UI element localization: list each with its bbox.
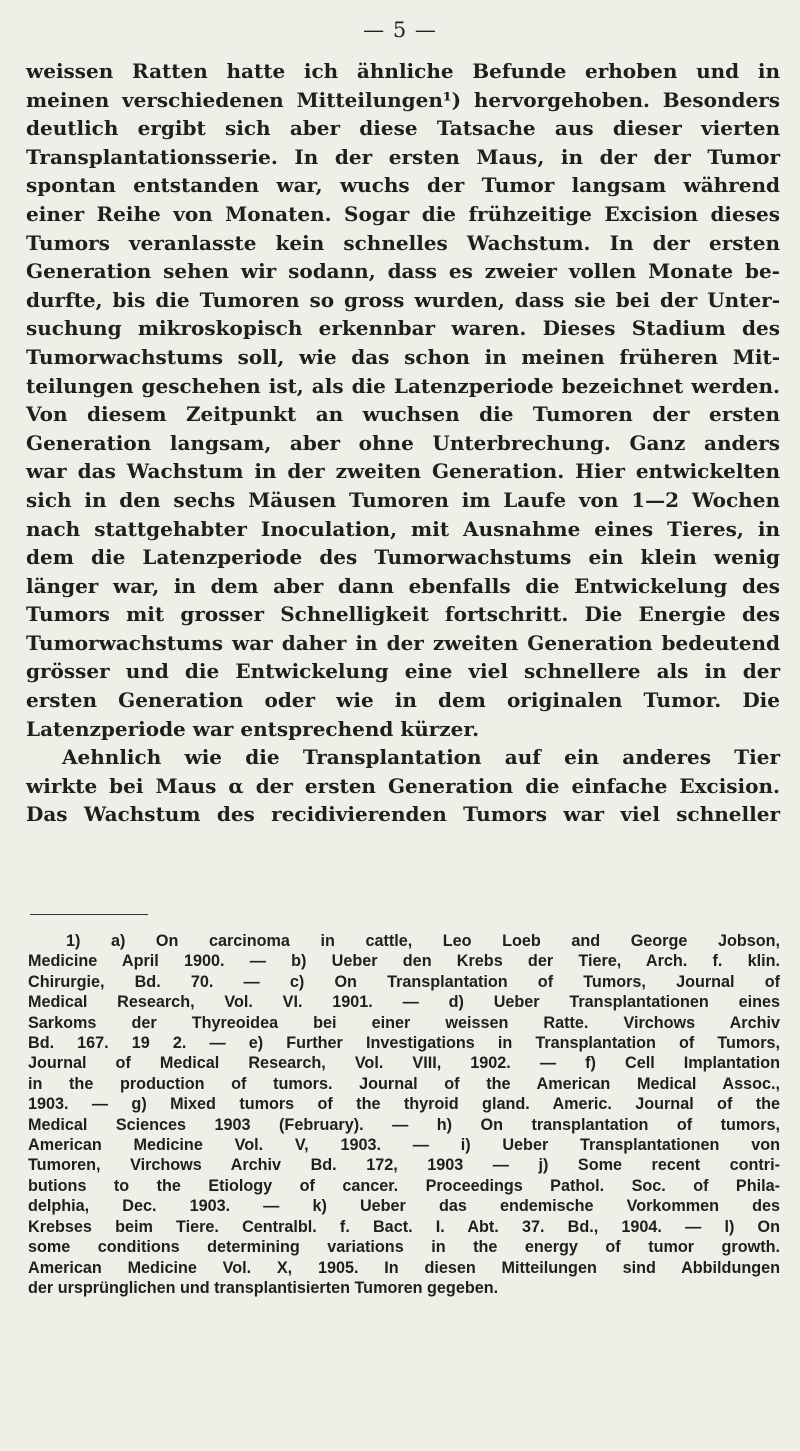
footnote-line: Chirurgie, Bd. 70. — c) On Transplantation of Tumors, Journal of bbox=[28, 972, 780, 991]
body-line: Tumors veranlasste kein schnelles Wachstum. In der ersten bbox=[26, 230, 780, 255]
body-line: Von diesem Zeitpunkt an wuchsen die Tumoren der ersten bbox=[26, 402, 780, 427]
body-line: Tumorwachstums war daher in der zweiten Generation bedeutend bbox=[26, 630, 780, 655]
body-line: Latenzperiode war entsprechend kürzer. bbox=[26, 716, 480, 741]
footnote-line: Krebses beim Tiere. Centralbl. f. Bact. I. Abt. 37. Bd., 1904. — l) On bbox=[28, 1217, 780, 1236]
body-line: meinen verschiedenen Mitteilungen¹) hervorgehoben. Besonders bbox=[26, 87, 780, 112]
body-line: wirkte bei Maus α der ersten Generation die einfache Excision. bbox=[26, 773, 780, 798]
body-line: länger war, in dem aber dann ebenfalls die Entwickelung des bbox=[26, 573, 780, 598]
body-line: Aehnlich wie die Transplantation auf ein anderes Tier bbox=[62, 745, 780, 770]
body-line: Tumors mit grosser Schnelligkeit fortschritt. Die Energie des bbox=[26, 602, 780, 627]
footnote-divider bbox=[30, 914, 148, 915]
body-line: einer Reihe von Monaten. Sogar die frühzeitige Excision dieses bbox=[26, 201, 780, 226]
footnote-line: butions to the Etiology of cancer. Proceedings Pathol. Soc. of Phila- bbox=[28, 1176, 780, 1195]
footnote-line: Journal of Medical Research, Vol. VIII, 1902. — f) Cell Implantation bbox=[28, 1054, 780, 1073]
footnote-line: Medical Sciences 1903 (February). — h) On transplantation of tumors, bbox=[28, 1115, 780, 1134]
body-line: durfte, bis die Tumoren so gross wurden, dass sie bei der Unter- bbox=[26, 287, 780, 312]
footnote-line: delphia, Dec. 1903. — k) Ueber das endemische Vorkommen des bbox=[28, 1197, 780, 1216]
footnote-line: Medical Research, Vol. VI. 1901. — d) Ueber Transplantationen eines bbox=[28, 993, 780, 1012]
body-line: weissen Ratten hatte ich ähnliche Befunde erhoben und in bbox=[26, 59, 780, 83]
page-number: — 5 — bbox=[363, 18, 437, 42]
body-line: nach stattgehabter Inoculation, mit Ausnahme eines Tieres, in bbox=[26, 516, 780, 541]
body-line: Generation sehen wir sodann, dass es zweier vollen Monate be- bbox=[26, 259, 780, 284]
body-line: deutlich ergibt sich aber diese Tatsache aus dieser vierten bbox=[26, 116, 780, 141]
footnote-line: Sarkoms der Thyreoidea bei einer weissen Ratte. Virchows Archiv bbox=[28, 1013, 780, 1032]
body-line: grösser und die Entwickelung eine viel schnellere als in der bbox=[26, 659, 780, 684]
footnote-line: 1) a) On carcinoma in cattle, Leo Loeb and George Jobson, bbox=[66, 932, 780, 950]
footnote-line: Tumoren, Virchows Archiv Bd. 172, 1903 — j) Some recent contri- bbox=[28, 1156, 780, 1175]
body-line: war das Wachstum in der zweiten Generation. Hier entwickelten bbox=[26, 459, 780, 484]
footnotes bbox=[28, 931, 780, 1298]
body-line: ersten Generation oder wie in dem originalen Tumor. Die bbox=[26, 688, 780, 713]
footnote-line: American Medicine Vol. X, 1905. In diesen Mitteilungen sind Abbildungen bbox=[28, 1258, 780, 1277]
body-text bbox=[26, 57, 780, 829]
footnote-line: in the production of tumors. Journal of the American Medical Assoc., bbox=[28, 1074, 780, 1093]
body-line: teilungen geschehen ist, als die Latenzperiode bezeichnet werden. bbox=[26, 373, 780, 398]
body-line: Generation langsam, aber ohne Unterbrechung. Ganz anders bbox=[26, 430, 780, 455]
footnote-line: some conditions determining variations in the energy of tumor growth. bbox=[28, 1238, 780, 1257]
footnote-line: American Medicine Vol. V, 1903. — i) Ueber Transplantationen von bbox=[28, 1136, 780, 1155]
body-line: Transplantationsserie. In der ersten Maus, in der der Tumor bbox=[26, 144, 780, 169]
footnote-line: der ursprünglichen und transplantisierten Tumoren gegeben. bbox=[28, 1278, 499, 1297]
body-line: sich in den sechs Mäusen Tumoren im Laufe von 1—2 Wochen bbox=[26, 487, 780, 512]
body-line: suchung mikroskopisch erkennbar waren. Dieses Stadium des bbox=[26, 316, 780, 341]
body-line: Tumorwachstums soll, wie das schon in meinen früheren Mit- bbox=[26, 344, 780, 369]
body-line: Das Wachstum des recidivierenden Tumors war viel schneller bbox=[26, 802, 780, 827]
footnote-line: Medicine April 1900. — b) Ueber den Krebs der Tiere, Arch. f. klin. bbox=[28, 952, 780, 971]
body-line: spontan entstanden war, wuchs der Tumor langsam während bbox=[26, 173, 780, 198]
footnote-line: 1903. — g) Mixed tumors of the thyroid gland. Americ. Journal of the bbox=[28, 1095, 780, 1114]
body-line: dem die Latenzperiode des Tumorwachstums ein klein wenig bbox=[26, 545, 780, 570]
footnote-line: Bd. 167. 19 2. — e) Further Investigations in Transplantation of Tumors, bbox=[28, 1034, 780, 1053]
